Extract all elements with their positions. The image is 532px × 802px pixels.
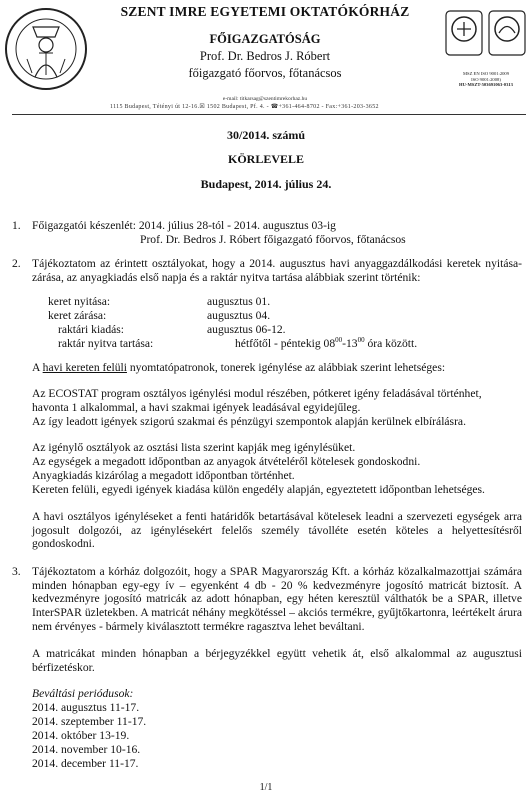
period-item: 2014. november 10-16. [32, 743, 141, 756]
cert-line: MSZ EN ISO 9001:2009 [462, 71, 510, 76]
director-name: Prof. Dr. Bedros J. Róbert [199, 49, 331, 63]
para-a-line: havonta 1 alkalommal, a havi szakmai igények leadásával egyidejűleg. [32, 401, 361, 414]
schedule-label: raktár nyitva tartása: [58, 337, 154, 350]
item2-intro: Tájékoztatom az érintett osztályokat, hogy a 2014. augusztus havi anyaggazdálkodási keretek nyitása-zárása, az anyagkiadás első napja és a raktár nyitva tartása alábbiak szerint történik: [32, 257, 522, 284]
item3-para2: A matricákat minden hónapban a bérjegyzékkel együtt vehetik át, első alkalommal az augusztusi bérfizetéskor. [32, 647, 522, 674]
certification-logo-1 [445, 10, 483, 56]
period-item: 2014. szeptember 11-17. [32, 715, 147, 728]
para-a-line: Az így leadott igények szigorú szakmai és pénzügyi szempontok alapján kerülnek elbírálásra. [32, 415, 466, 428]
item-number: 2. [12, 257, 21, 270]
schedule-value: augusztus 04. [207, 309, 271, 322]
header-divider [12, 114, 526, 115]
para-b-line: Kereten felüli, egyedi igények kiadása külön engedély alapján, egyeztetett időpontban lehetséges. [32, 483, 485, 496]
schedule-value-hours: hétfőtől - péntekig $08^{00}-13^{00}$ óra között. [235, 336, 418, 350]
item3-para: Tájékoztatom a kórház dolgozóit, hogy a SPAR Magyarország Kft. a kórház közalkalmazottjai számára minden hónapban egy-egy ív – egyenként 4 db - 20 % kedvezményre jogosító matricát biztosít. A kedvezményre jogosító matricák az adott hónapban, egy héten keresztül válthatók be a SPAR, illetve InterSPAR üzletekben. A matricát néhány megkötéssel – akciós termékre, gyűjtőkartonra, leértékelt árura nem érvényes - bármely kiválasztott termékre ragasztva lehet beváltani. [32, 565, 522, 633]
para-c: A havi osztályos igényléseket a fenti határidők betartásával kötelesek leadni a szervezeti egységek arra jogosult dolgozói, az igénylésekért felelős személy távolléte esetén köteles a helyettesítésről gondoskodni. [32, 510, 522, 551]
document-number: 30/2014. számú [227, 128, 305, 142]
above-limit-intro: A havi kereten felüli nyomtatópatronok, tonerek igénylése az alábbiak szerint lehetséges: [32, 361, 446, 374]
postal-address: 1115 Budapest, Tétényi út 12-16.☒ 1502 Budapest, Pf. 4. - ☎+361-464-8702 - Fax:+361-203-3652 [110, 104, 379, 110]
schedule-label: raktári kiadás: [58, 323, 124, 336]
para-b-line: Az igénylő osztályok az osztási lista szerint kapják meg igénylésüket. [32, 441, 356, 454]
period-item: 2014. október 13-19. [32, 729, 130, 742]
schedule-value: augusztus 06-12. [207, 323, 286, 336]
para-a-line: Az ECOSTAT program osztályos igénylési modul részében, pótkeret igény feladásával történhet, [32, 387, 482, 400]
item1-line2: Prof. Dr. Bedros J. Róbert főigazgató főorvos, főtanácsos [140, 233, 406, 246]
place-date: Budapest, 2014. július 24. [200, 177, 332, 191]
schedule-value: augusztus 01. [207, 295, 271, 308]
director-role: főigazgató főorvos, főtanácsos [188, 66, 342, 80]
period-item: 2014. augusztus 11-17. [32, 701, 140, 714]
para-b-line: Anyagkiadás kizárólag a megadott időpontban történhet. [32, 469, 295, 482]
schedule-label: keret nyitása: [48, 295, 111, 308]
period-item: 2014. december 11-17. [32, 757, 139, 770]
document-type: KÖRLEVELE [227, 152, 305, 166]
page-number: 1/1 [259, 782, 273, 793]
periods-title: Beváltási periódusok: [32, 687, 134, 700]
institution-name: SZENT IMRE EGYETEMI OKTATÓKÓRHÁZ [120, 4, 410, 19]
certification-text [440, 71, 532, 88]
item-number: 1. [12, 219, 21, 232]
certification-logo-2 [488, 10, 526, 56]
item-number: 3. [12, 565, 21, 578]
cert-line: HU-MSZT-503691063-0313 [459, 82, 513, 88]
email-address: e-mail: titkarsag@szentimrekorhaz.hu [222, 96, 308, 102]
cert-line: ISO 9001:2008) [471, 76, 501, 82]
schedule-label: keret zárása: [48, 309, 107, 322]
department-name: FŐIGAZGATÓSÁG [209, 32, 321, 46]
hospital-seal-logo [5, 3, 88, 95]
para-b-line: Az egységek a megadott időpontban az anyagok átvételéről kötelesek gondoskodni. [32, 455, 421, 468]
item1-line1: Főigazgatói készenlét: 2014. július 28-tól - 2014. augusztus 03-ig [32, 219, 336, 232]
